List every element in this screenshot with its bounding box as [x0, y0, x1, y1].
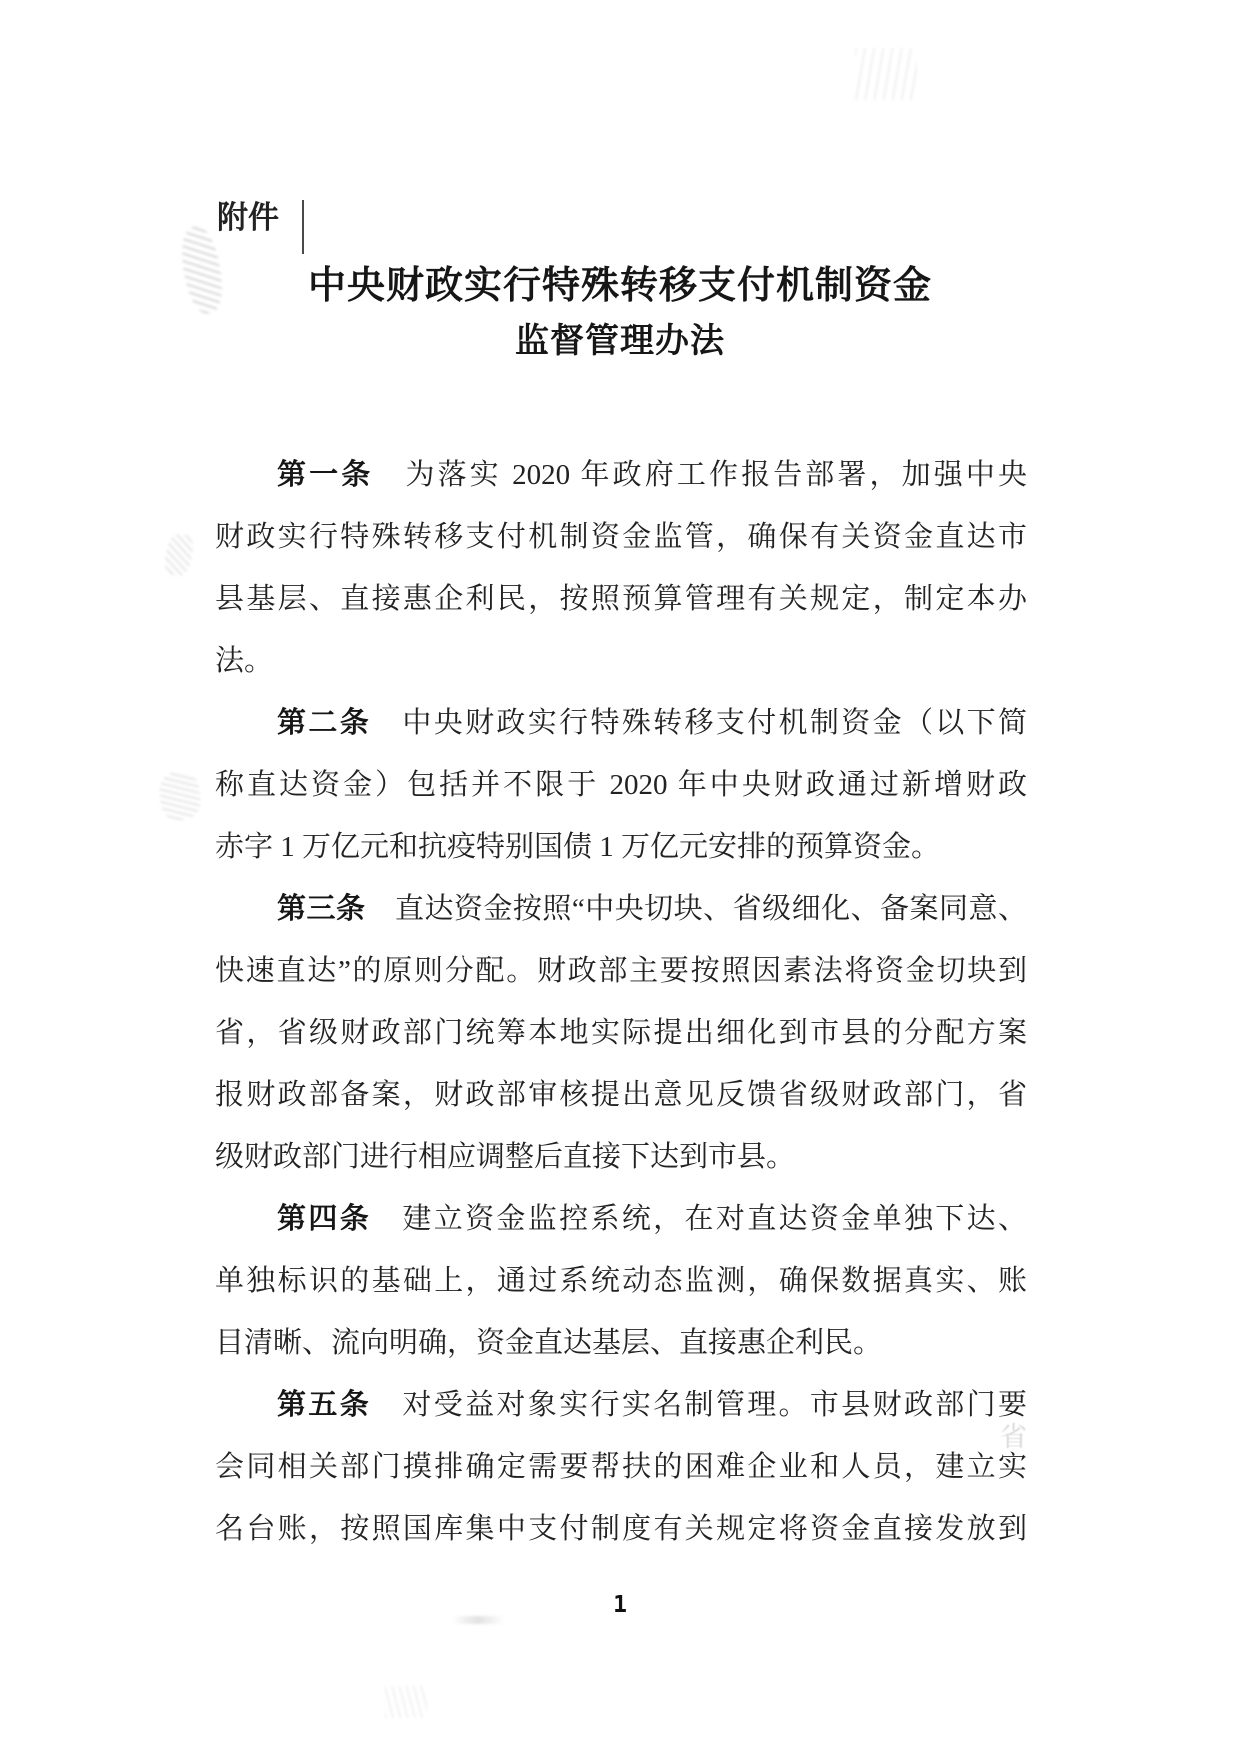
line-text: 直达资金按照“中央切块、省级细化、备案同意、 [365, 893, 1027, 925]
body-line [215, 1188, 1027, 1250]
scan-smudge [855, 48, 917, 100]
body-line [215, 506, 1027, 568]
scan-smudge [158, 770, 203, 822]
article-number: 第一条 [277, 459, 374, 491]
line-text: 会同相关部门摸排确定需要帮扶的困难企业和人员，建立实 [215, 1451, 1027, 1483]
body-line [215, 630, 1027, 692]
line-text: 级财政部门进行相应调整后直接下达到市县。 [215, 1141, 796, 1173]
body-line [215, 568, 1027, 630]
article-number: 第三条 [277, 893, 366, 925]
line-text: 报财政部备案，财政部审核提出意见反馈省级财政部门，省 [215, 1079, 1027, 1111]
body-line [215, 940, 1027, 1002]
body-line [215, 1312, 1027, 1374]
document-title-line2: 监督管理办法 [515, 322, 725, 360]
body-line [215, 1374, 1027, 1436]
line-text: 目清晰、流向明确，资金直达基层、直接惠企利民。 [215, 1327, 883, 1359]
page-number: 1 [613, 1592, 627, 1618]
article-number: 第四条 [277, 1203, 372, 1235]
line-text: 建立资金监控系统，在对直达资金单独下达、 [371, 1203, 1027, 1235]
body-line [215, 754, 1027, 816]
body-line [215, 1250, 1027, 1312]
line-text: 为落实 2020 年政府工作报告部署，加强中央 [373, 459, 1027, 491]
line-text: 快速直达”的原则分配。财政部主要按照因素法将资金切块到 [215, 955, 1027, 987]
line-text: 赤字 1 万亿元和抗疫特别国债 1 万亿元安排的预算资金。 [215, 831, 941, 863]
line-text: 法。 [215, 645, 274, 677]
body-line [215, 692, 1027, 754]
scan-ghost-character: 省 [1000, 1422, 1027, 1452]
line-text: 中央财政实行特殊转移支付机制资金（以下简 [371, 707, 1027, 739]
line-text: 名台账，按照国库集中支付制度有关规定将资金直接发放到 [215, 1513, 1027, 1545]
body-line [215, 1126, 1027, 1188]
body-line [215, 816, 1027, 878]
line-text: 称直达资金）包括并不限于 2020 年中央财政通过新增财政 [215, 769, 1027, 801]
body-line [215, 444, 1027, 506]
body-line [215, 878, 1027, 940]
attachment-label: 附件 [217, 200, 279, 235]
scan-smudge [385, 1686, 427, 1718]
document-title-line1: 中央财政实行特殊转移支付机制资金 [307, 265, 932, 307]
scan-line-artifact [302, 200, 304, 254]
article-number: 第二条 [277, 707, 372, 739]
line-text: 对受益对象实行实名制管理。市县财政部门要 [371, 1389, 1027, 1421]
article-number: 第五条 [277, 1389, 372, 1421]
body-line [215, 1498, 1027, 1560]
line-text: 财政实行特殊转移支付机制资金监管，确保有关资金直达市 [215, 521, 1027, 553]
body-line [215, 1064, 1027, 1126]
line-text: 单独标识的基础上，通过系统动态监测，确保数据真实、账 [215, 1265, 1027, 1297]
body-line [215, 1002, 1027, 1064]
document-body [215, 444, 1027, 1560]
line-text: 省，省级财政部门统筹本地实际提出细化到市县的分配方案 [215, 1017, 1027, 1049]
body-line [215, 1436, 1027, 1498]
line-text: 县基层、直接惠企利民，按照预算管理有关规定，制定本办 [215, 583, 1027, 615]
scan-smudge [162, 532, 196, 578]
